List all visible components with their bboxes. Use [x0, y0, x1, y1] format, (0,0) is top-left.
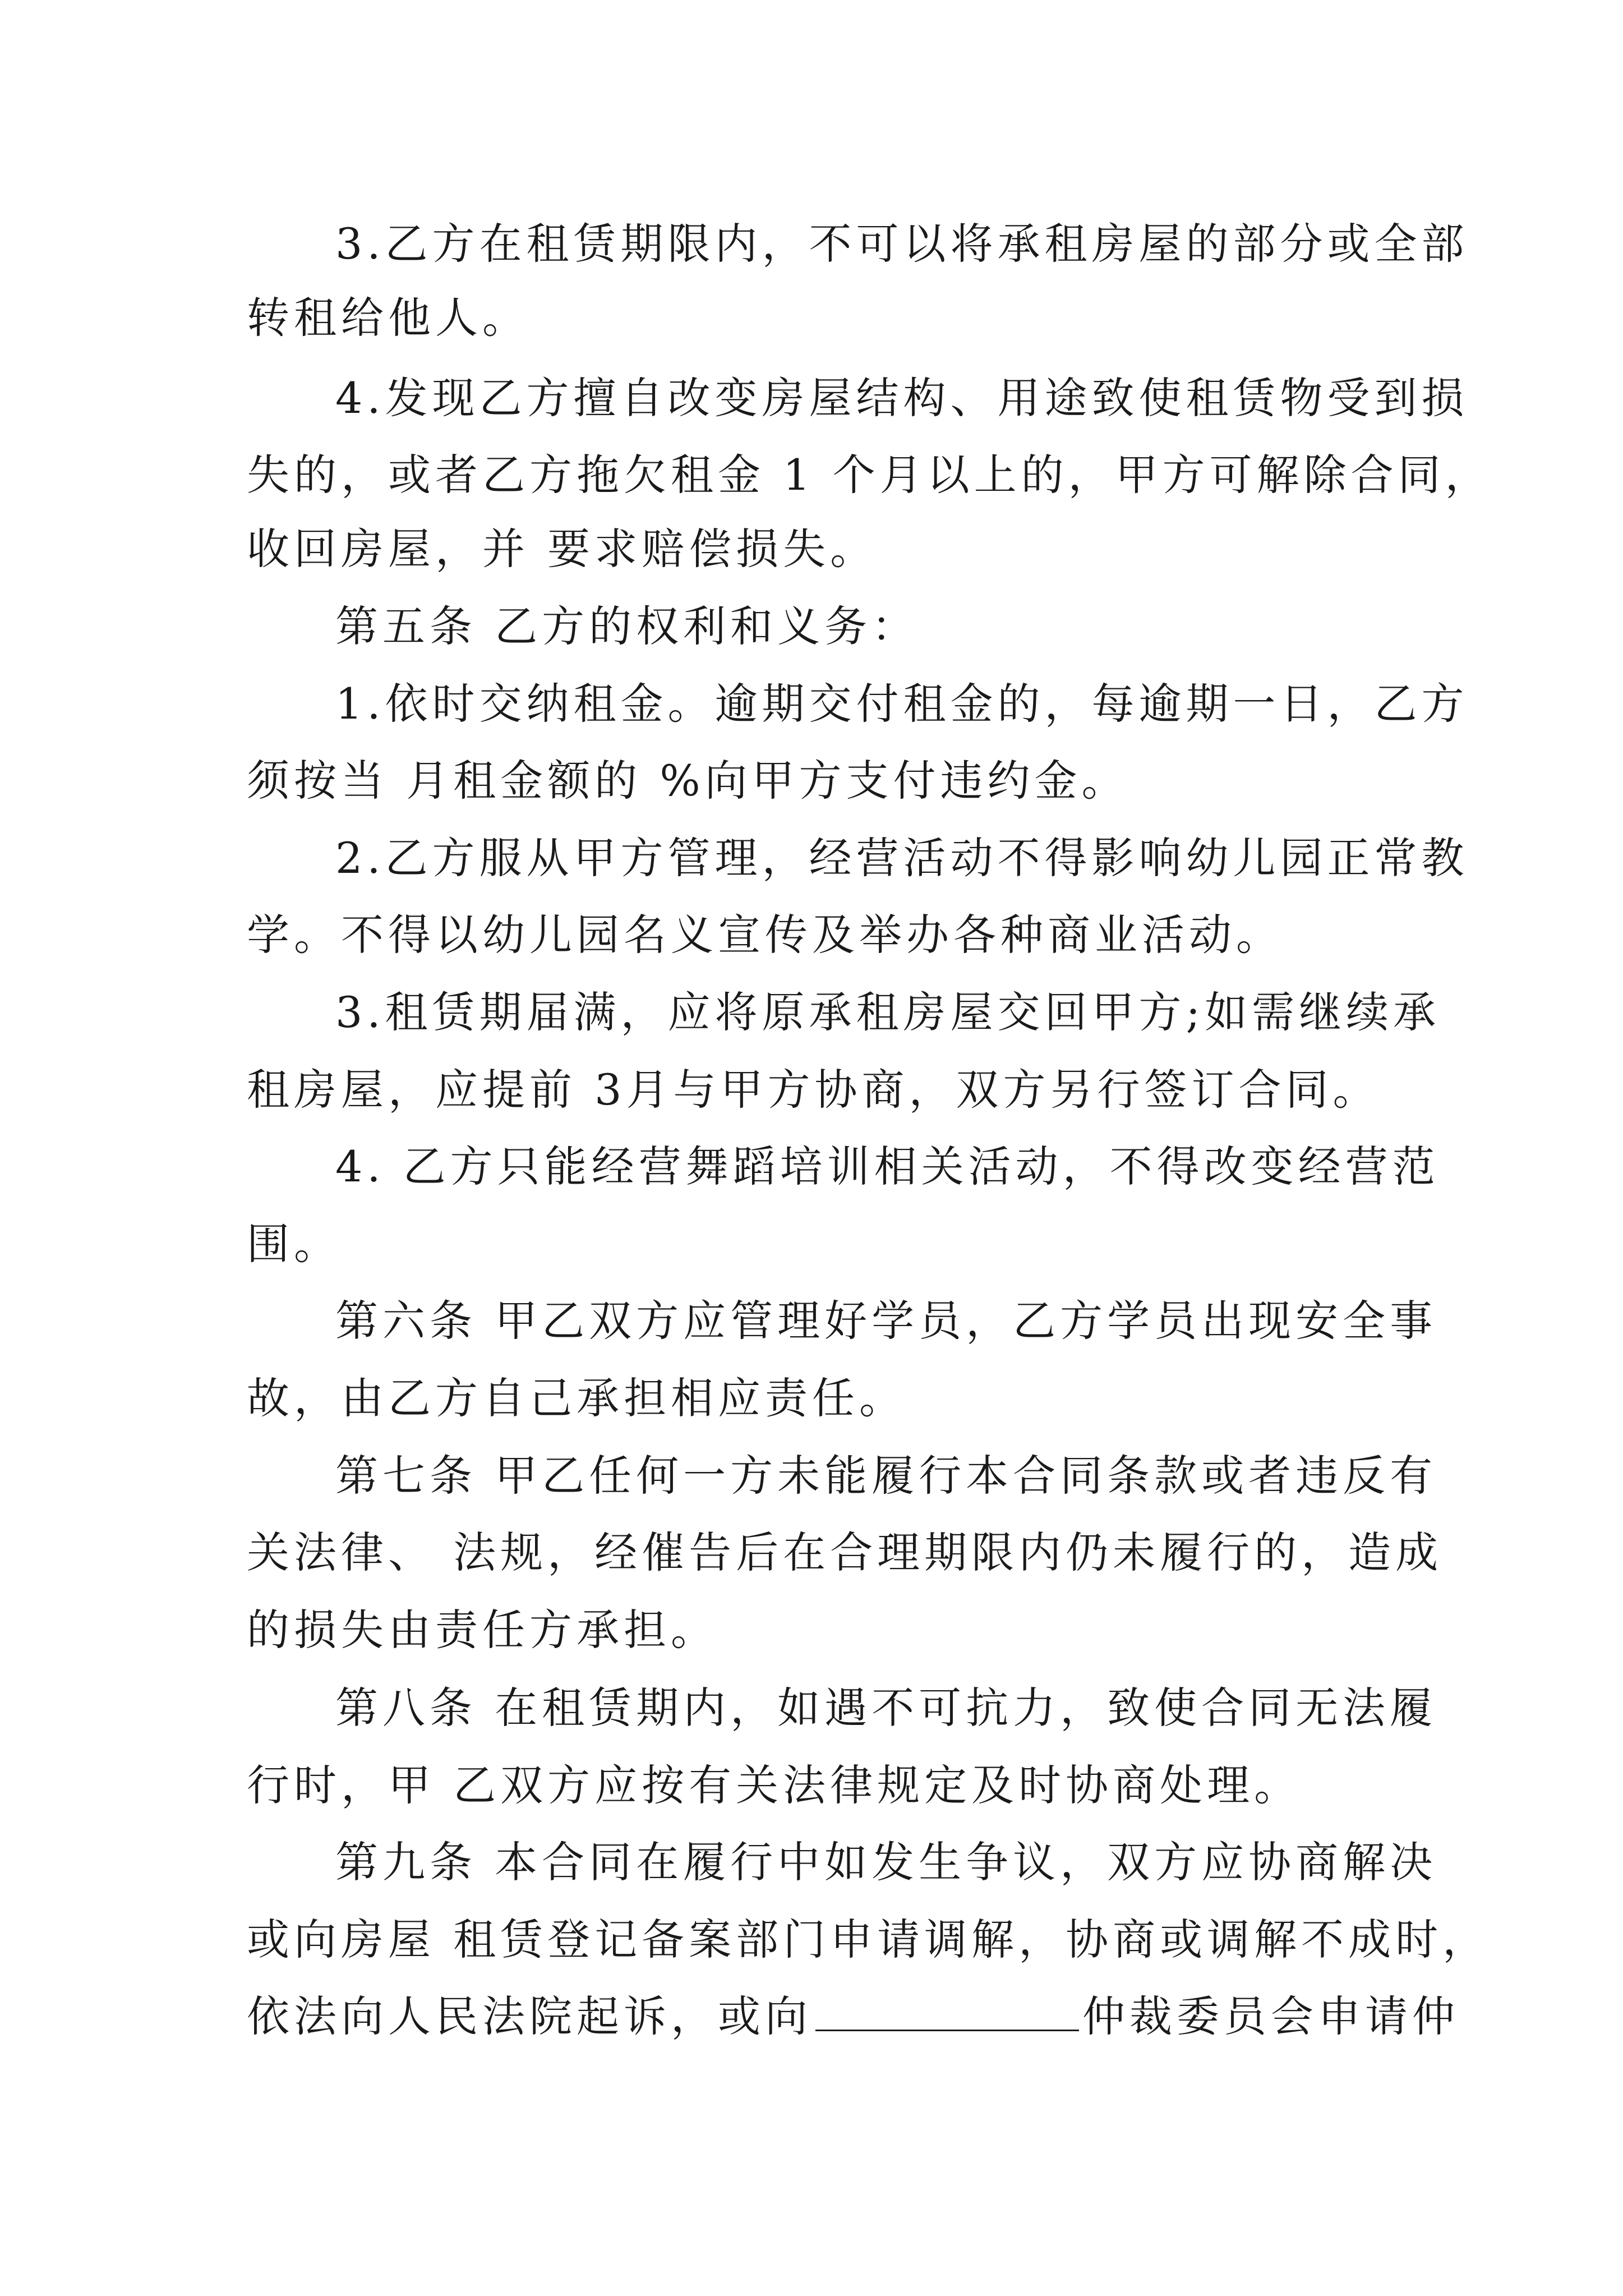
- article-9-line-3: [247, 1986, 1459, 2047]
- clause-4-3-line-2: 转租给他人。: [247, 293, 529, 343]
- arbitration-commission-blank: [815, 1990, 1079, 2031]
- article-7-line-2: 关法律、 法规，经催告后在合理期限内仍未履行的，造成: [247, 1527, 1443, 1577]
- article-6-line-1: 第六条 甲乙双方应管理好学员，乙方学员出现安全事: [335, 1296, 1437, 1346]
- article-8-line-1: 第八条 在租赁期内，如遇不可抗力，致使合同无法履: [335, 1683, 1437, 1733]
- article-5-heading: 第五条 乙方的权利和义务：: [335, 601, 919, 651]
- clause-4-3-line-1: 3.乙方在租赁期限内，不可以将承租房屋的部分或全部: [335, 219, 1469, 269]
- article-5-item-2-line-1: 2.乙方服从甲方管理，经营活动不得影响幼儿园正常教: [335, 833, 1469, 883]
- clause-4-4-line-3: 收回房屋，并 要求赔偿损失。: [247, 524, 878, 574]
- article-5-item-2-line-2: 学。不得以幼儿园名义宣传及举办各种商业活动。: [247, 910, 1283, 960]
- article-7-line-3: 的损失由责任方承担。: [247, 1605, 718, 1655]
- article-6-line-2: 故，由乙方自己承担相应责任。: [247, 1373, 906, 1423]
- article-9-line-3-text-after-blank: 仲裁委员会申请仲: [1082, 1991, 1459, 2041]
- article-5-item-1-line-1: 1.依时交纳租金。逾期交付租金的，每逾期一日，乙方: [335, 679, 1469, 729]
- article-9-line-1: 第九条 本合同在履行中如发生争议，双方应协商解决: [335, 1837, 1437, 1887]
- article-5-item-3-line-2: 租房屋，应提前 3月与甲方协商，双方另行签订合同。: [247, 1065, 1380, 1115]
- article-8-line-2: 行时，甲 乙双方应按有关法律规定及时协商处理。: [247, 1760, 1302, 1810]
- article-5-item-4-line-2: 围。: [247, 1219, 341, 1269]
- article-9-line-3-text-before-blank: 依法向人民法院起诉，或向: [247, 1991, 812, 2041]
- article-5-item-1-line-2: 须按当 月租金额的 %向甲方支付违约金。: [247, 756, 1129, 806]
- article-5-item-3-line-1: 3.租赁期届满，应将原承租房屋交回甲方;如需继续承: [335, 987, 1441, 1037]
- article-7-line-1: 第七条 甲乙任何一方未能履行本合同条款或者违反有: [335, 1451, 1437, 1501]
- article-5-item-4-line-1: 4. 乙方只能经营舞蹈培训相关活动，不得改变经营范: [335, 1142, 1440, 1191]
- article-9-line-2: 或向房屋 租赁登记备案部门申请调解，协商或调解不成时，: [247, 1915, 1490, 1964]
- clause-4-4-line-2: 失的，或者乙方拖欠租金 1 个月以上的，甲方可解除合同，: [247, 450, 1492, 500]
- clause-4-4-line-1: 4.发现乙方擅自改变房屋结构、用途致使租赁物受到损: [335, 373, 1469, 423]
